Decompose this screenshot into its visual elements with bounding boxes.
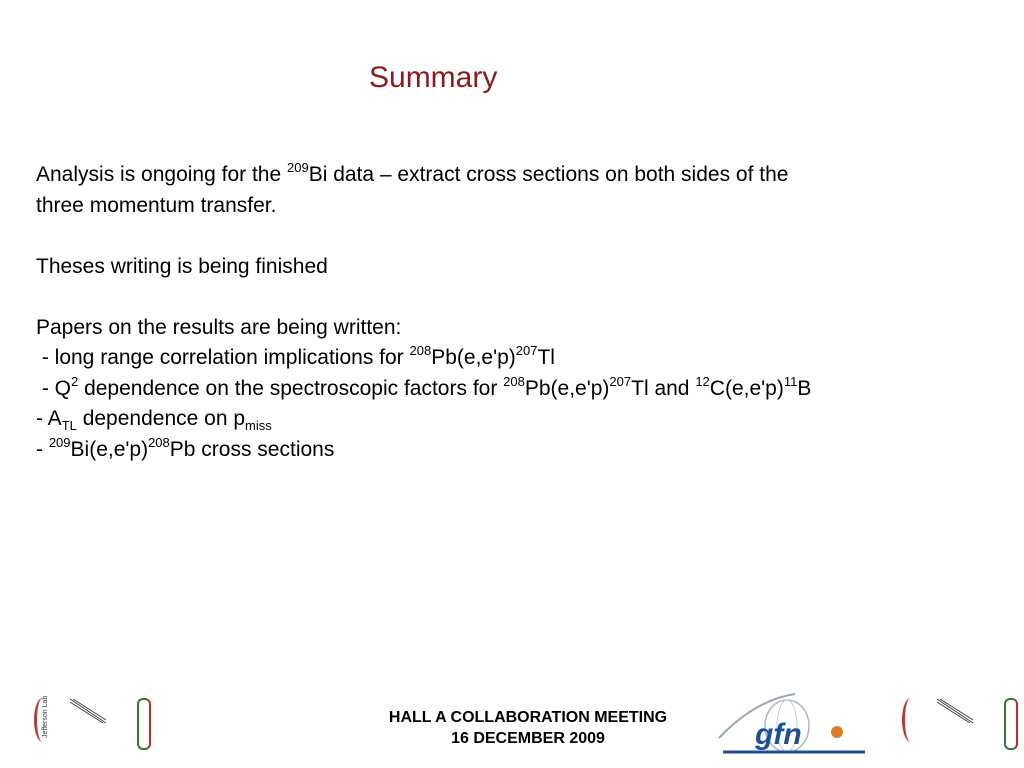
list-item-bi-cross-sections (36, 435, 1011, 466)
footer-meeting-date: 16 DECEMBER 2009 (451, 730, 605, 747)
text-span: - long range correlation implications for (36, 346, 410, 369)
list-item-atl (36, 404, 1011, 435)
text-span: Bi data – extract cross sections on both sides of the (308, 163, 789, 186)
tjnaf-wordmark-icon (68, 696, 108, 726)
university-seal-right-icon (1004, 698, 1018, 750)
power-superscript: 2 (71, 373, 79, 389)
text-span: C(e,e'p) (709, 376, 784, 400)
list-item-q2 (36, 374, 1011, 405)
spacer (36, 282, 1011, 313)
isotope-superscript: 209 (48, 434, 71, 450)
text-span: dependence on p (76, 407, 246, 430)
jefferson-lab-logo-right-icon (902, 698, 919, 742)
footer-meeting-title: HALL A COLLABORATION MEETING (388, 709, 668, 726)
paragraph-papers: Papers on the results are being written: (36, 315, 402, 339)
text-span: Pb(e,e'p) (524, 376, 610, 400)
text-span: Pb cross sections (169, 437, 335, 461)
footer-meeting-text (348, 707, 708, 749)
subscript: miss (245, 418, 272, 433)
list-item-correlation (36, 343, 1011, 374)
isotope-superscript: 11 (783, 373, 798, 389)
text-span: Tl and (631, 376, 696, 400)
isotope-superscript: 208 (503, 373, 525, 389)
gfn-logo-text: gfn (755, 718, 802, 751)
university-seal-icon (137, 698, 151, 750)
text-span: Pb(e,e'p) (431, 346, 516, 369)
tjnaf-wordmark-right-icon (935, 696, 975, 726)
text-span: dependence on the spectroscopic factors for (78, 376, 504, 400)
slide-body (36, 160, 1011, 465)
text-span: B (797, 376, 812, 400)
text-span: Tl (537, 346, 555, 369)
isotope-superscript: 207 (515, 343, 538, 358)
isotope-superscript: 207 (609, 373, 632, 389)
text-span: - A (36, 407, 62, 430)
footer (0, 690, 1024, 760)
isotope-superscript: 12 (695, 373, 710, 389)
text-span: - Q (36, 376, 71, 400)
paragraph-analysis (36, 160, 1011, 191)
paragraph-theses: Theses writing is being finished (36, 254, 328, 278)
jefferson-lab-logo-icon (34, 695, 51, 742)
isotope-superscript: 209 (286, 160, 309, 175)
isotope-superscript: 208 (409, 343, 432, 358)
text-span: Bi(e,e'p) (70, 437, 149, 461)
spacer (36, 221, 1011, 252)
subscript: TL (61, 418, 77, 433)
slide-title: Summary (369, 61, 498, 94)
text-span: Analysis is ongoing for the (36, 163, 287, 186)
text-span: - (36, 437, 49, 461)
jefferson-lab-logo-text: Jefferson Lab (42, 695, 49, 738)
gfn-logo-icon (715, 690, 875, 756)
isotope-superscript: 208 (148, 434, 170, 450)
paragraph-analysis-line2: three momentum transfer. (36, 193, 277, 217)
